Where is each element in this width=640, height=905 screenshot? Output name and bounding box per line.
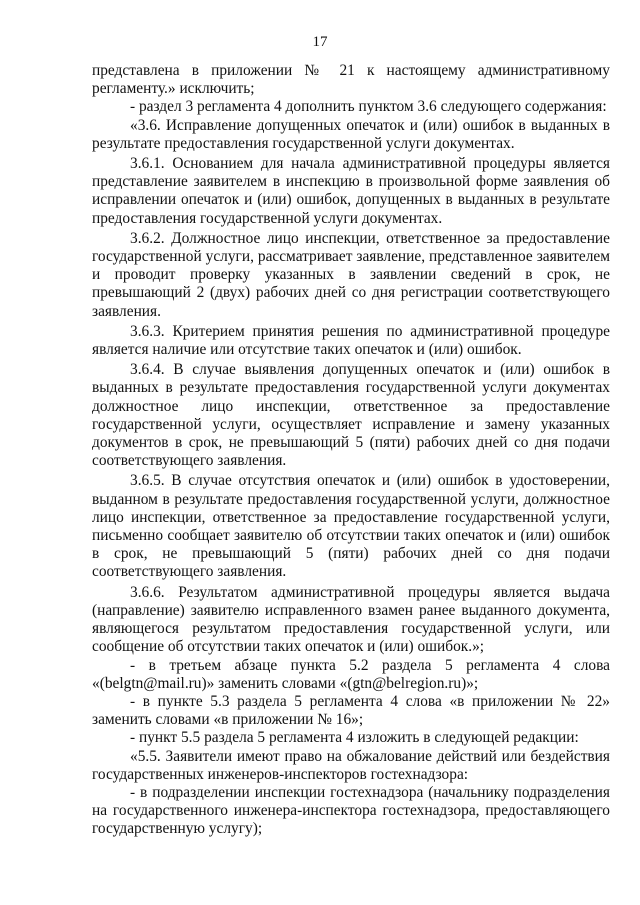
paragraph-13: «5.5. Заявители имеют право на обжалование действий или бездействия государственных инженеров-инспекторов гостехнадзора: (92, 747, 610, 783)
paragraph-10: - в третьем абзаце пункта 5.2 раздела 5 регламента 4 слова «(belgtn@mail.ru)» заменить словами «(gtn@belregion.ru)»; (92, 656, 610, 692)
paragraph-6: 3.6.3. Критерием принятия решения по административной процедуре является наличие или отсутствие таких опечаток и (или) ошибок. (92, 322, 610, 359)
paragraph-4: 3.6.1. Основанием для начала административной процедуры является представление заявителем в инспекцию в произвольной форме заявления об исправлении опечаток и (или) ошибок, допущенных в выданных в результате предоставления государственной услуги документах. (92, 155, 610, 227)
paragraph-5: 3.6.2. Должностное лицо инспекции, ответственное за предоставление государственной услуги, рассматривает заявление, представленное заявителем и проводит проверку указанных в заявлении сведений в срок, не превышающий 2 (двух) рабочих дней со дня регистрации соответствующего заявления. (92, 229, 610, 320)
paragraph-2: - раздел 3 регламента 4 дополнить пунктом 3.6 следующего содержания: (130, 98, 607, 116)
paragraph-3: «3.6. Исправление допущенных опечаток и (или) ошибок в выданных в результате предоставления государственной услуги документах. (92, 116, 610, 152)
paragraph-1: представлена в приложении № 21 к настоящему административному регламенту.» исключить; (92, 62, 610, 98)
document-body (92, 62, 610, 839)
paragraph-11: - в пункте 5.3 раздела 5 регламента 4 слова «в приложении № 22» заменить словами «в приложении № 16»; (92, 692, 610, 729)
paragraph-14: - в подразделении инспекции гостехнадзора (начальнику подразделения на государственного инженера-инспектора гостехнадзора, предоставляющего государственную услугу); (92, 783, 610, 838)
paragraph-9: 3.6.6. Результатом административной процедуры является выдача (направление) заявителю исправленного взамен ранее выданного документа, являющегося результатом предоставления государственной услуги, или сообщение об отсутствии таких опечаток и (или) ошибок.»; (92, 583, 610, 656)
paragraph-7: 3.6.4. В случае выявления допущенных опечаток и (или) ошибок в выданных в результате предоставления государственной услуги документах должностное лицо инспекции, ответственное за предоставление государственной услуги, осуществляет исправление и замену указанных документов в срок, не превышающий 5 (пяти) рабочих дней со дня подачи соответствующего заявления. (92, 361, 610, 470)
paragraph-12: - пункт 5.5 раздела 5 регламента 4 изложить в следующей редакции: (130, 729, 579, 747)
paragraph-8: 3.6.5. В случае отсутствия опечаток и (или) ошибок в удостоверении, выданном в результате предоставления государственной услуги, должностное лицо инспекции, ответственное за предоставление государственной услуги, письменно сообщает заявителю об отсутствии таких опечаток и (или) ошибок в срок, не превышающий 5 (пяти) рабочих дней со дня подачи соответствующего заявления. (92, 472, 610, 581)
page-number: 17 (312, 34, 328, 50)
